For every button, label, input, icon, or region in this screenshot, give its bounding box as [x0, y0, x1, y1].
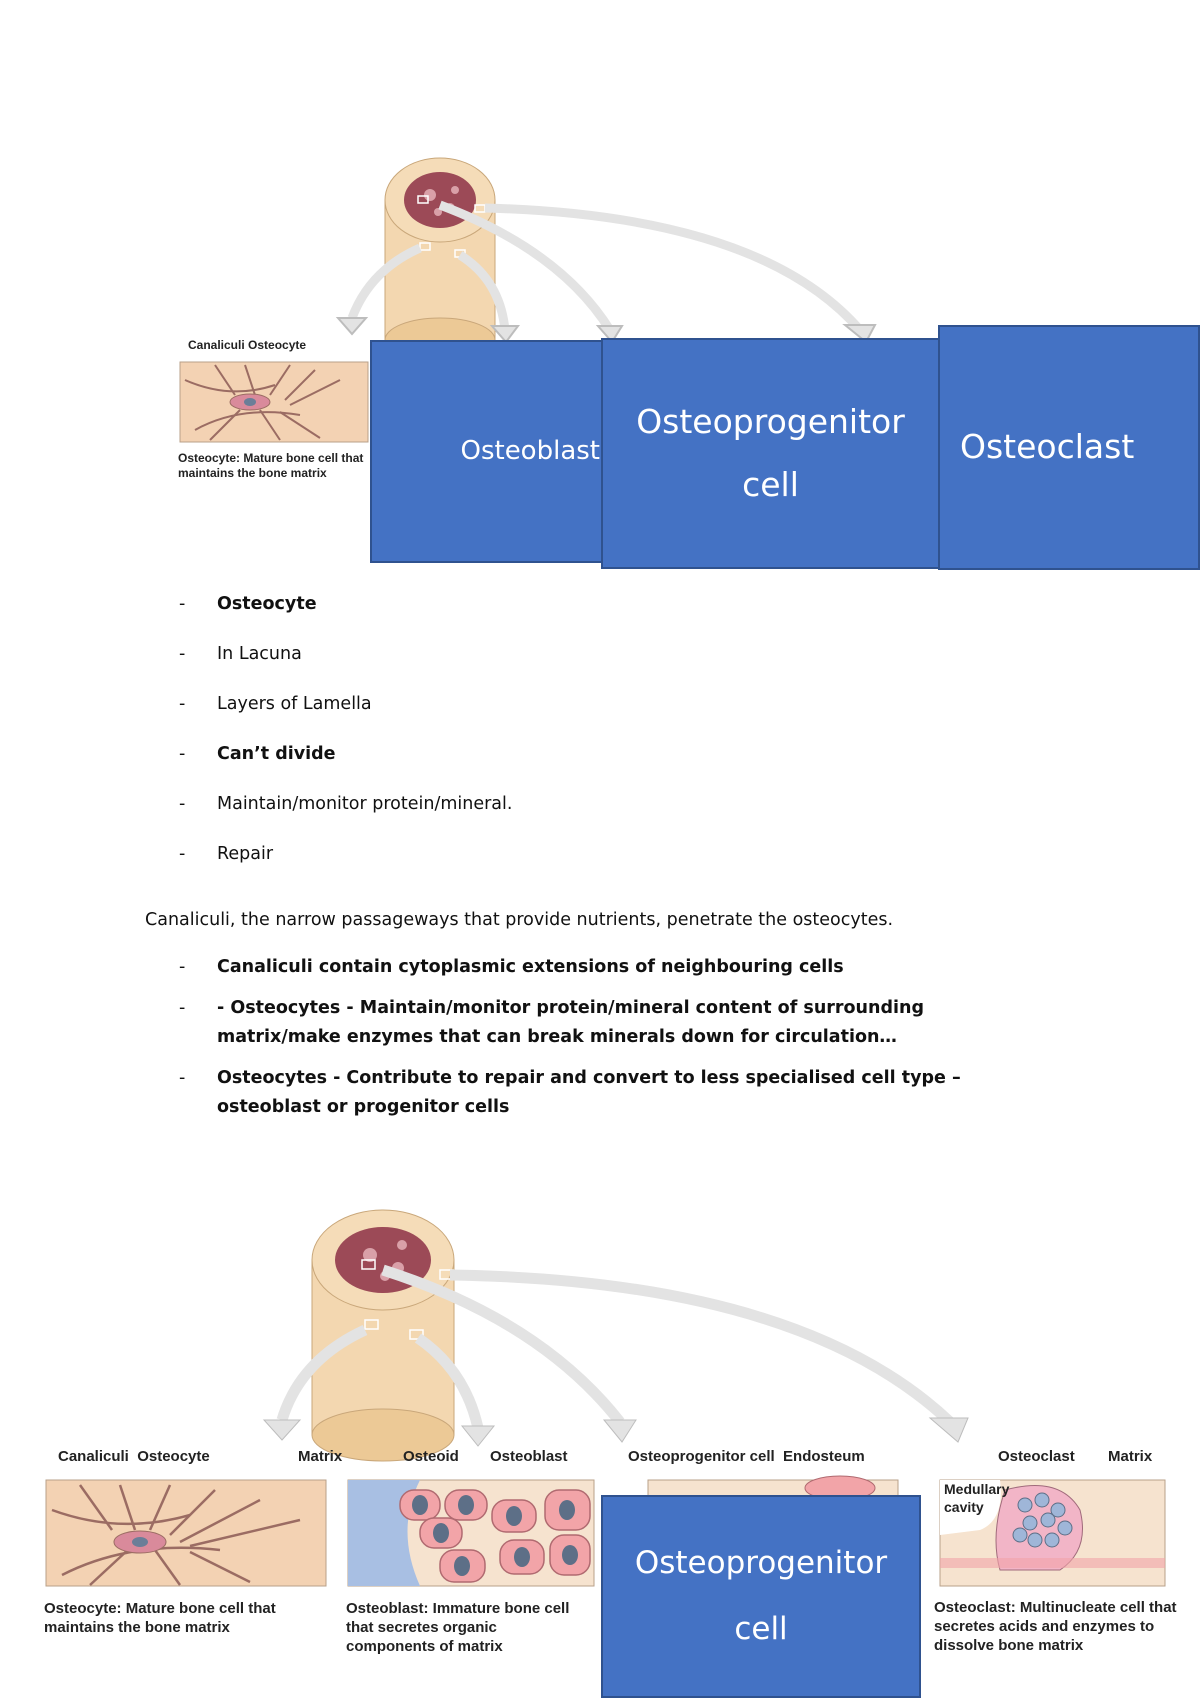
osteoprogenitor-box-label: Osteoprogenitor cell — [636, 401, 905, 504]
osteoblast-box-label: Osteoblast — [460, 435, 600, 466]
osteoid-label: Osteoid — [403, 1448, 459, 1465]
list-item: - Osteocyte — [179, 594, 317, 614]
osteoblast-box — [370, 340, 610, 563]
matrix2-label: Matrix — [1108, 1448, 1153, 1465]
osteoclast-box — [938, 325, 1200, 570]
osteoprogenitor-box — [601, 1495, 921, 1698]
bone-cylinder-icon — [312, 1210, 454, 1461]
osteoprogenitor-box — [601, 338, 940, 569]
canaliculi-list — [145, 953, 1045, 1134]
matrix-label: Matrix — [298, 1448, 343, 1465]
list-item: - Canaliculi contain cytoplasmic extensions of neighbouring cells — [179, 957, 844, 977]
bottom-figure — [0, 1190, 1200, 1698]
osteocyte-panel-icon — [46, 1480, 326, 1586]
osteoclast-label: Osteoclast — [998, 1448, 1075, 1465]
list-item: - Layers of Lamella — [179, 694, 372, 714]
top-figure — [0, 0, 1200, 580]
osteoclast-box-label: Osteoclast — [960, 427, 1135, 467]
osteoprogenitor-endosteum-label: Osteoprogenitor cell Endosteum — [628, 1448, 865, 1465]
osteoblast-caption: Osteoblast: Immature bone cell that secretes organic components of matrix — [346, 1600, 570, 1655]
canaliculi-paragraph: Canaliculi, the narrow passageways that provide nutrients, penetrate the osteocytes. — [145, 910, 894, 930]
list-item: - Repair — [179, 844, 274, 864]
list-item: - Can’t divide — [179, 744, 336, 764]
osteocyte-panel-icon — [180, 362, 368, 442]
list-item: - Maintain/monitor protein/mineral. — [179, 794, 513, 814]
osteocyte-caption: Osteocyte: Mature bone cell that maintains the bone matrix — [178, 451, 364, 480]
osteocyte-caption: Osteocyte: Mature bone cell that maintains the bone matrix — [44, 1600, 276, 1636]
medullary-cavity-label: Medullary cavity — [944, 1481, 1010, 1515]
osteoclast-caption: Osteoclast: Multinucleate cell that secretes acids and enzymes to dissolve bone matrix — [934, 1599, 1177, 1654]
canaliculi-osteocyte-label: Canaliculi Osteocyte — [58, 1448, 210, 1465]
osteoblast-panel-icon — [348, 1480, 594, 1586]
osteocyte-list — [145, 590, 1045, 890]
list-item: - Osteocytes - Contribute to repair and convert to less specialised cell type – osteoblast or progenitor cells — [179, 1068, 961, 1117]
list-item: - In Lacuna — [179, 644, 302, 664]
list-item: - - Osteocytes - Maintain/monitor protein/mineral content of surrounding matrix/make enzymes that can break minerals down for circulation… — [179, 998, 924, 1047]
osteoblast-label: Osteoblast — [490, 1448, 568, 1465]
osteoprogenitor-box-label: Osteoprogenitor cell — [634, 1545, 888, 1647]
canaliculi-osteocyte-label: Canaliculi Osteocyte — [188, 338, 307, 352]
